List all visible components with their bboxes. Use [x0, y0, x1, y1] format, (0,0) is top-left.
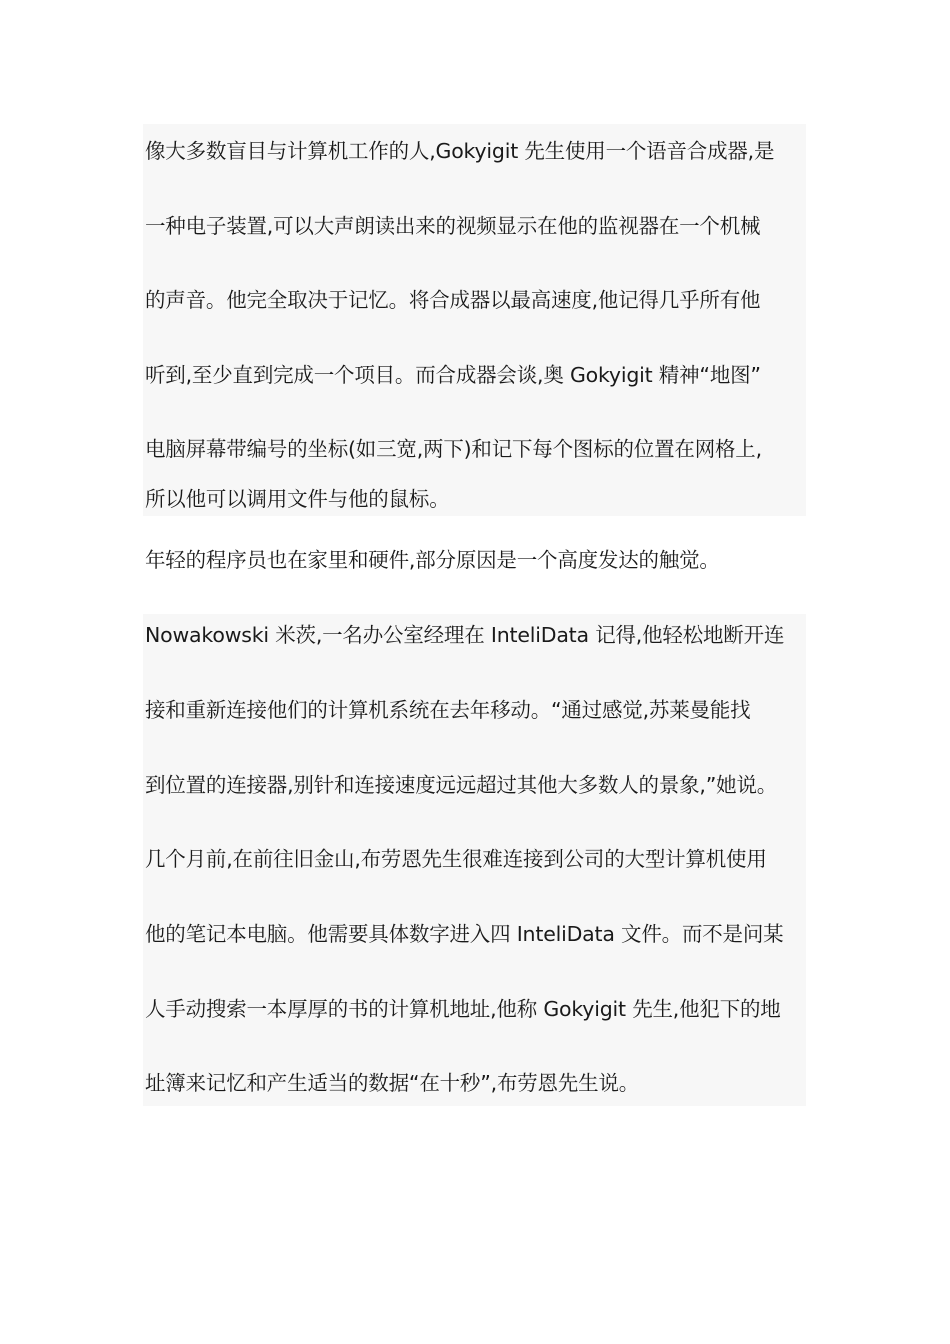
text-line: 址簿来记忆和产生适当的数据“在十秒”,布劳恩先生说。: [145, 1071, 640, 1095]
text-line: 接和重新连接他们的计算机系统在去年移动。“通过感觉,苏莱曼能找: [145, 698, 751, 722]
text-line: 所以他可以调用文件与他的鼠标。: [145, 487, 450, 511]
text-line: Nowakowski 米茨,一名办公室经理在 InteliData 记得,他轻松地断开连: [145, 623, 785, 647]
text-line: 几个月前,在前往旧金山,布劳恩先生很难连接到公司的大型计算机使用: [145, 847, 767, 871]
text-line: 他的笔记本电脑。他需要具体数字进入四 InteliData 文件。而不是问某: [145, 922, 784, 946]
text-line: 人手动搜索一本厚厚的书的计算机地址,他称 Gokyigit 先生,他犯下的地: [145, 997, 781, 1021]
text-line: 电脑屏幕带编号的坐标(如三宽,两下)和记下每个图标的位置在网格上,: [145, 437, 762, 461]
text-line: 听到,至少直到完成一个项目。而合成器会谈,奥 Gokyigit 精神“地图”: [145, 363, 761, 387]
text-line: 年轻的程序员也在家里和硬件,部分原因是一个高度发达的触觉。: [145, 548, 720, 572]
text-line: 像大多数盲目与计算机工作的人,Gokyigit 先生使用一个语音合成器,是: [145, 139, 775, 163]
text-line: 一种电子装置,可以大声朗读出来的视频显示在他的监视器在一个机械: [145, 214, 761, 238]
text-line: 到位置的连接器,别针和连接速度远远超过其他大多数人的景象,”她说。: [145, 773, 778, 797]
text-line: 的声音。他完全取决于记忆。将合成器以最高速度,他记得几乎所有他: [145, 288, 761, 312]
